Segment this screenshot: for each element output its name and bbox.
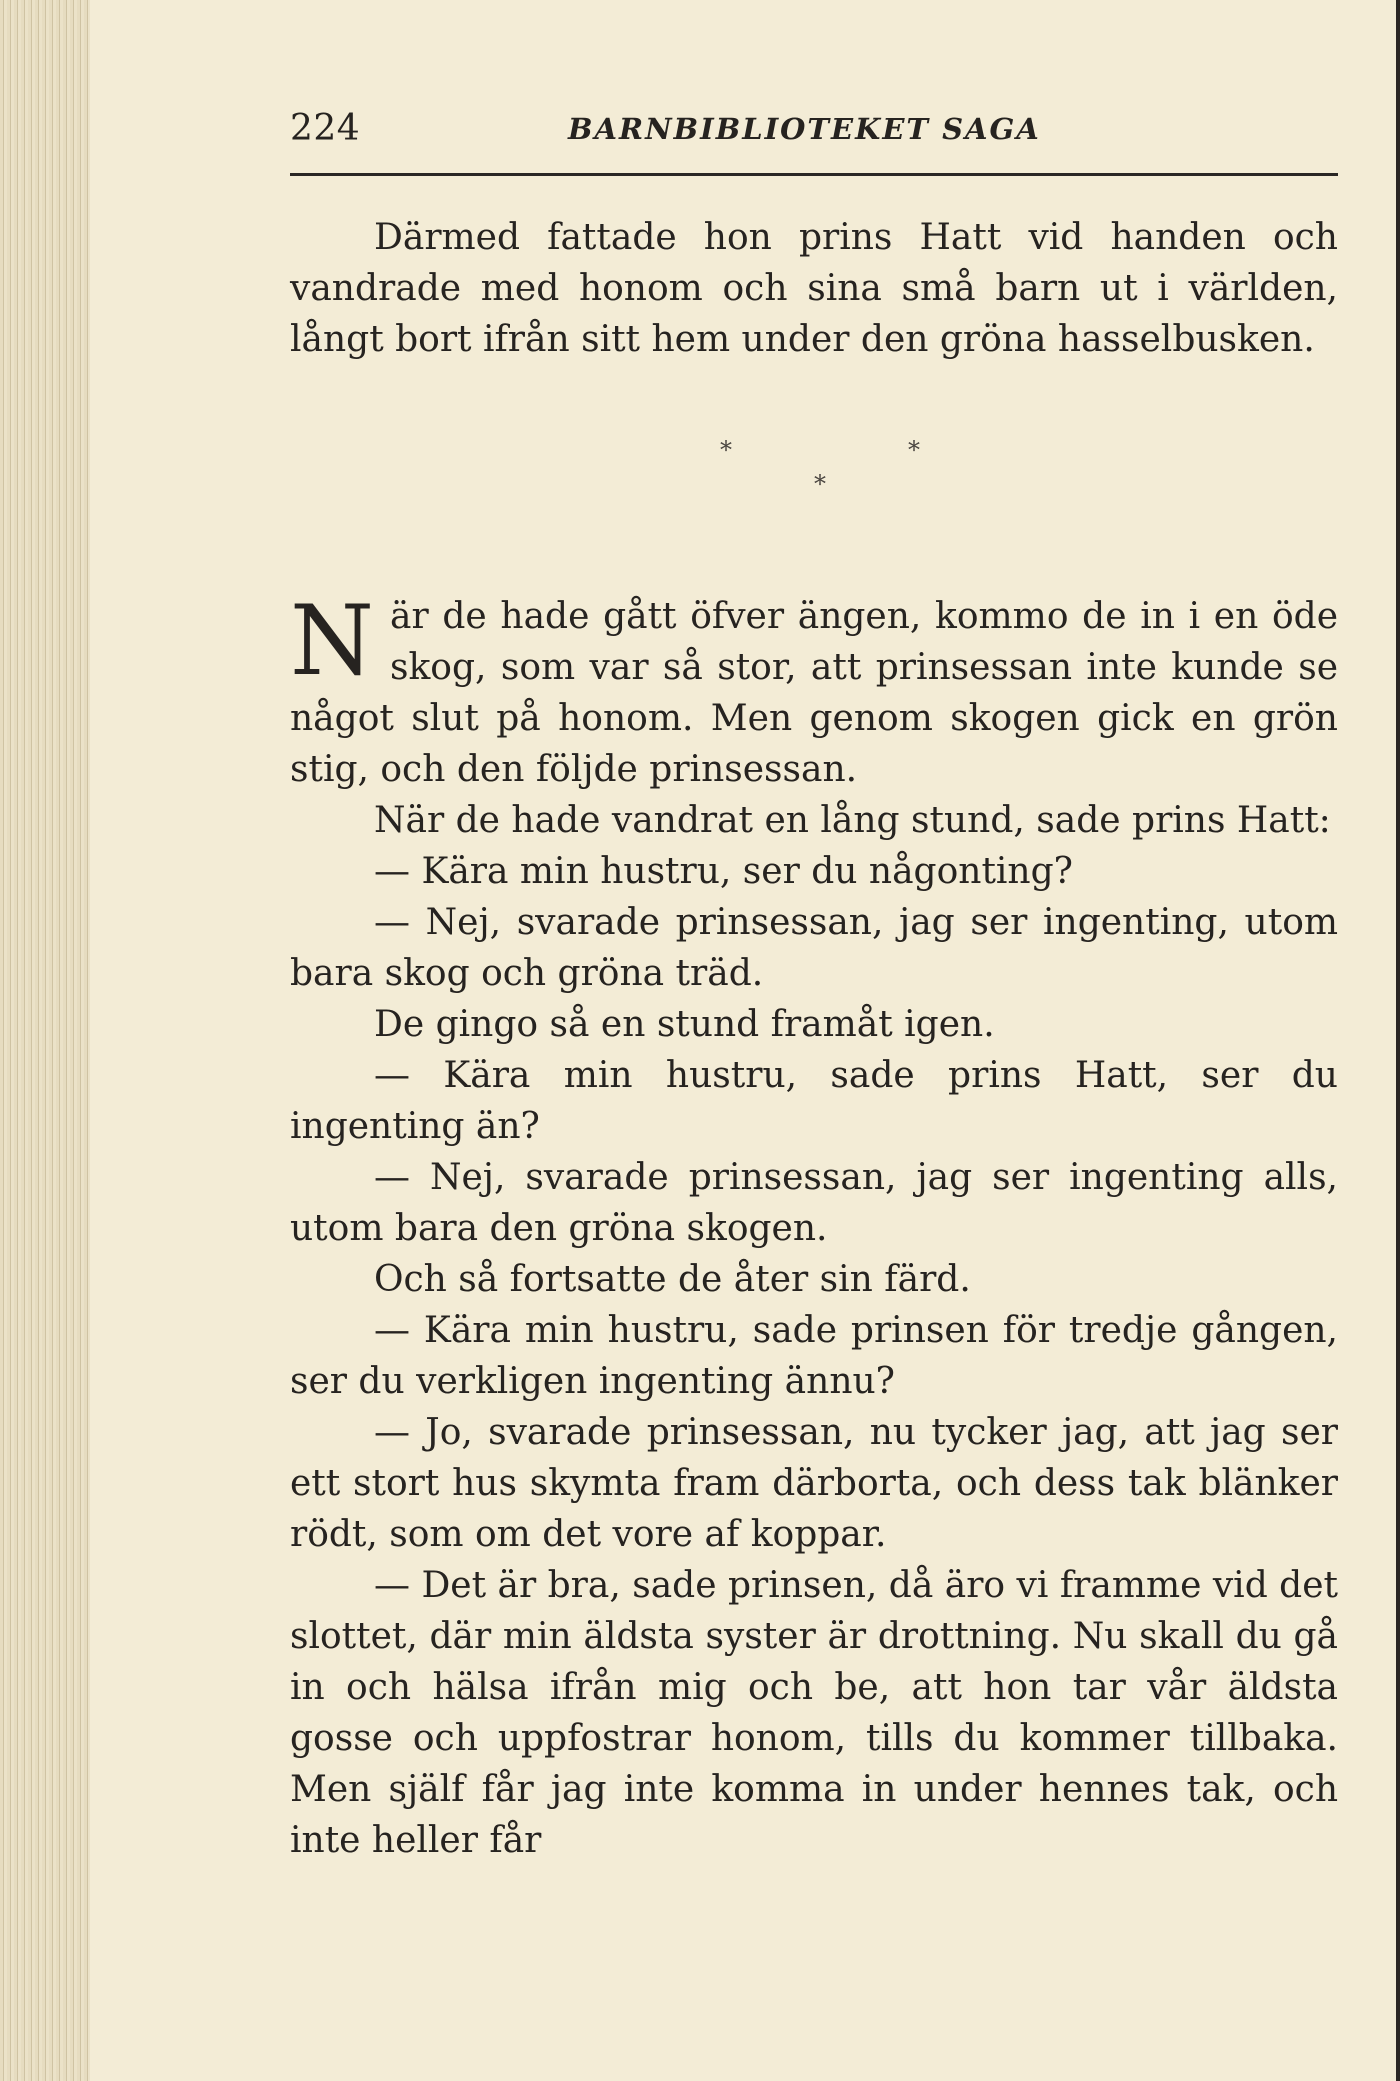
book-page-edges xyxy=(0,0,91,2081)
scene-break-star: * xyxy=(908,436,920,464)
paragraph: — Kära min hustru, sade prins Hatt, ser du ingenting än? xyxy=(290,1055,1338,1147)
page-number: 224 xyxy=(290,108,361,149)
scene-break-star: * xyxy=(814,470,826,498)
paragraph: — Nej, svarade prinsessan, jag ser ingenting alls, utom bara den gröna skogen. xyxy=(290,1157,1338,1249)
paragraph: När de hade vandrat en lång stund, sade prins Hatt: xyxy=(374,800,1331,841)
paragraph: — Kära min hustru, sade prinsen för tredje gången, ser du verkligen ingenting ännu? xyxy=(290,1310,1338,1402)
body-text xyxy=(290,212,1338,1866)
page-header xyxy=(290,108,1338,158)
dropcap-paragraph xyxy=(290,585,1338,795)
dropcap-letter: N xyxy=(290,585,374,697)
paragraph: Och så fortsatte de åter sin färd. xyxy=(374,1259,971,1300)
scene-break-star: * xyxy=(720,436,732,464)
header-rule xyxy=(290,173,1338,176)
paragraph: — Det är bra, sade prinsen, då äro vi framme vid det slottet, där min äldsta syster är drottning. Nu skall du gå in och hälsa ifrån mig och be, att hon tar vår äldsta gosse och uppfostrar honom, tills du kommer tillbaka. Men själf får jag inte komma in under hennes tak, och inte heller får xyxy=(290,1565,1338,1861)
paragraph: — Nej, svarade prinsessan, jag ser ingenting, utom bara skog och gröna träd. xyxy=(290,902,1338,994)
scene-break xyxy=(290,365,1338,591)
paragraph: — Kära min hustru, ser du någonting? xyxy=(374,851,1073,892)
paragraph: De gingo så en stund framåt igen. xyxy=(374,1004,995,1045)
running-title: BARNBIBLIOTEKET SAGA xyxy=(568,112,1041,146)
paragraph: — Jo, svarade prinsessan, nu tycker jag, att jag ser ett stort hus skymta fram därborta, och dess tak blänker rödt, som om det vore af koppar. xyxy=(290,1412,1338,1555)
paragraph: Därmed fattade hon prins Hatt vid handen och vandrade med honom och sina små barn ut i världen, långt bort ifrån sitt hem under den gröna hasselbusken. xyxy=(290,217,1338,360)
dropcap-paragraph-text: är de hade gått öfver ängen, kommo de in i en öde skog, som var så stor, att prinsessan inte kunde se något slut på honom. Men genom skogen gick en grön stig, och den följde prinsessan. xyxy=(290,596,1338,790)
book-spine-edge xyxy=(1396,0,1400,2081)
